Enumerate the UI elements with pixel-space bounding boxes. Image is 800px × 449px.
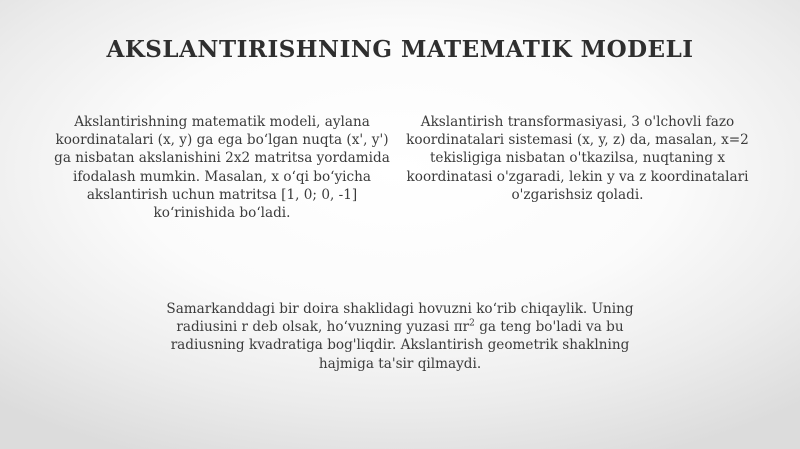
right-paragraph: Akslantirish transformasiyasi, 3 o'lchovli fazo koordinatalari sistemasi (x, y, z) da, masalan, x=2 tekisligiga nisbatan o'tkazilsa, nuqtaning x koordinatasi o'zgaradi, lekin y va z koordinatalari o'zgarishsiz qoladi.	[406, 114, 749, 203]
slide-title: AKSLANTIRISHNING MATEMATIK MODELI	[106, 36, 694, 63]
area-formula-base: πr	[453, 319, 470, 336]
left-paragraph: Akslantirishning matematik modeli, aylana koordinatalari (x, y) ga ega bo‘lgan nuqta (x', y') ga nisbatan akslanishini 2x2 matritsa yordamida ifodalash mumkin. Masalan, x o‘qi bo‘yicha akslantirish uchun matritsa [1, 0; 0, -1] ko‘rinishida bo‘ladi.	[54, 114, 390, 222]
bottom-text-before-formula: Samarkanddagi bir doira shaklidagi hovuzni ko‘rib chiqaylik. Uning radiusini r deb olsak, ho‘vuzning yuzasi	[166, 301, 634, 336]
bottom-paragraph	[150, 300, 650, 373]
bottom-text-after-formula: ga teng bo'ladi va bu radiusning kvadratiga bog'liqdir. Akslantirish geometrik shaklning hajmiga ta'sir qilmaydi.	[170, 319, 630, 372]
area-formula-exponent: 2	[469, 318, 475, 329]
